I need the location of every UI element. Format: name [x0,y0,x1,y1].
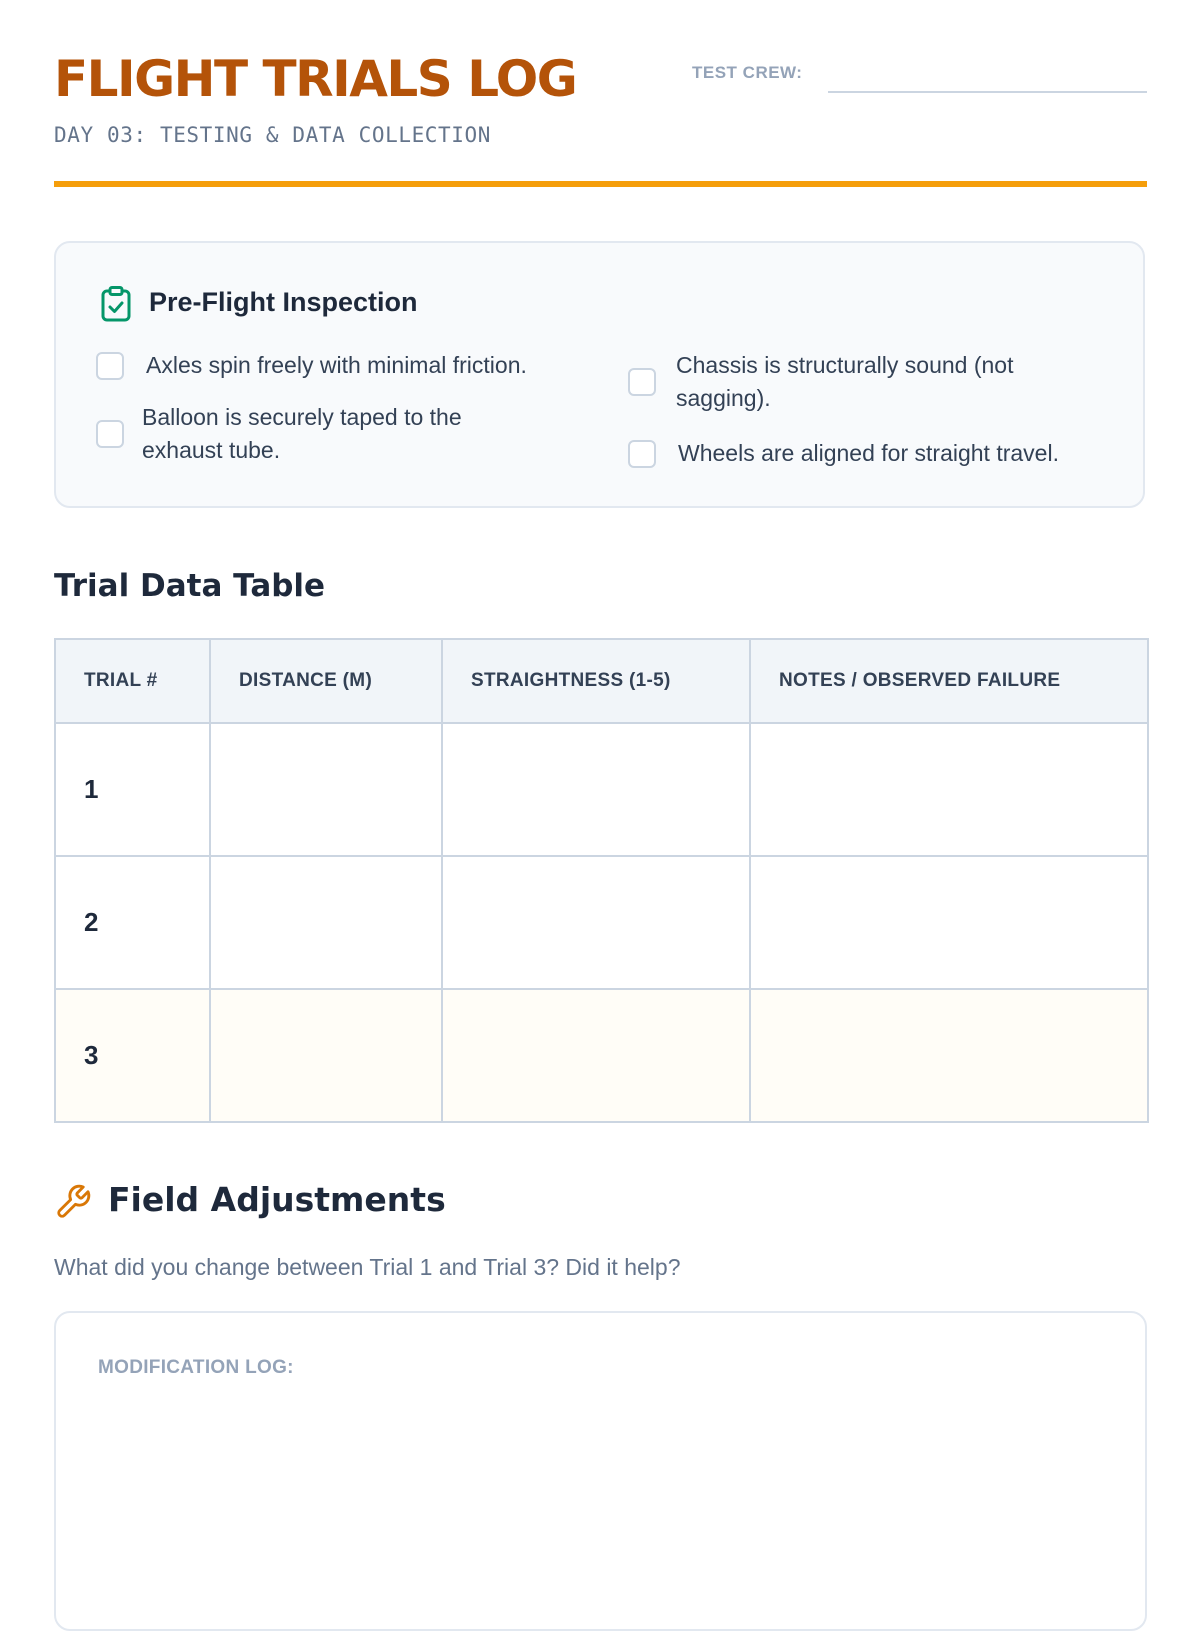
checklist-label: Wheels are aligned for straight travel. [678,440,1059,466]
checklist-label: Chassis is structurally sound (not sagging). [676,352,1014,411]
checklist-label: Balloon is securely taped to the exhaust tube. [142,404,462,463]
field-adjustments-title: Field Adjustments [108,1180,446,1219]
checklist-item-chassis[interactable] [628,349,1098,415]
clipboard-check-icon [100,286,132,322]
column-header-notes: NOTES / OBSERVED FAILURE [750,639,1148,723]
checkbox-balloon[interactable] [96,420,124,448]
page-subtitle: DAY 03: TESTING & DATA COLLECTION [54,123,492,147]
modification-log-box[interactable] [54,1311,1147,1631]
wrench-icon [54,1183,92,1221]
trial-number-cell: 3 [55,989,210,1122]
trial-number-cell: 1 [55,723,210,856]
checklist-item-wheels[interactable] [628,437,1128,470]
column-header-trial: TRIAL # [55,639,210,723]
table-row [55,723,1148,856]
table-header-row [55,639,1148,723]
checkbox-axles[interactable] [96,352,124,380]
page-title: FLIGHT TRIALS LOG [54,50,577,108]
checklist-item-balloon[interactable] [96,401,536,467]
adjustments-question: What did you change between Trial 1 and Trial 3? Did it help? [54,1254,681,1280]
checkbox-wheels[interactable] [628,440,656,468]
header-divider [54,181,1147,187]
notes-cell[interactable] [750,723,1148,856]
trial-number-cell: 2 [55,856,210,989]
trial-data-title: Trial Data Table [54,568,326,604]
header [54,0,1147,186]
distance-cell[interactable] [210,989,442,1122]
checklist-label: Axles spin freely with minimal friction. [146,352,527,378]
checklist-item-axles[interactable] [96,349,606,382]
modification-log-label: MODIFICATION LOG: [98,1357,294,1378]
straightness-cell[interactable] [442,723,750,856]
notes-cell[interactable] [750,989,1148,1122]
trial-data-table [54,638,1149,1123]
test-crew-field[interactable] [828,91,1147,93]
table-row [55,856,1148,989]
column-header-straightness: STRAIGHTNESS (1-5) [442,639,750,723]
test-crew-label: TEST CREW: [692,63,803,82]
distance-cell[interactable] [210,723,442,856]
worksheet-page [54,0,1147,1378]
checkbox-chassis[interactable] [628,368,656,396]
pre-flight-inspection-card [54,241,1145,508]
column-header-distance: DISTANCE (M) [210,639,442,723]
notes-cell[interactable] [750,856,1148,989]
distance-cell[interactable] [210,856,442,989]
inspection-title: Pre-Flight Inspection [149,287,418,317]
straightness-cell[interactable] [442,989,750,1122]
table-row [55,989,1148,1122]
straightness-cell[interactable] [442,856,750,989]
